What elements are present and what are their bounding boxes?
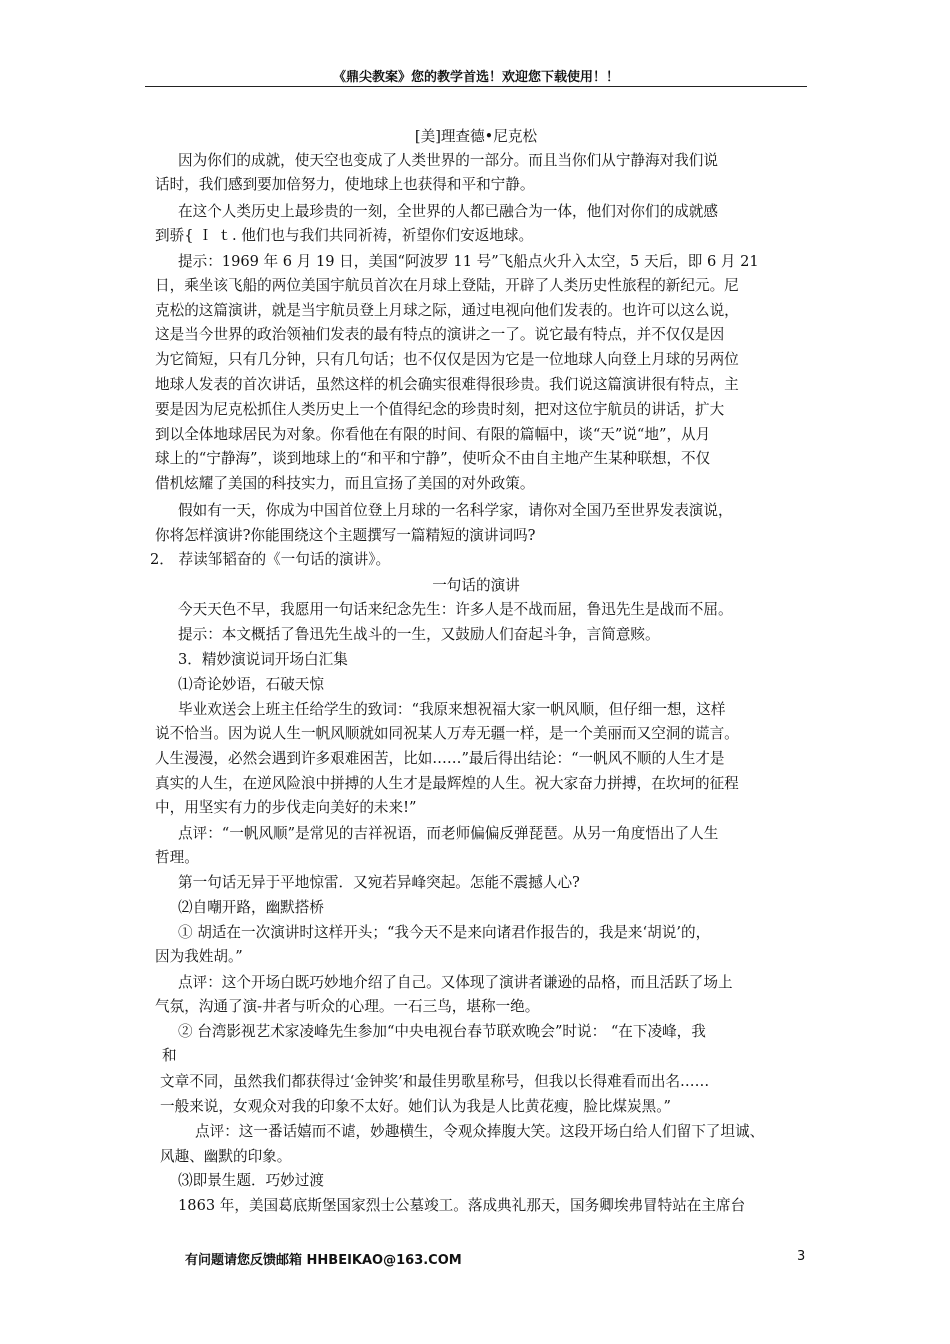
text-line: ② 台湾影视艺术家凌峰先生参加“中央电视台春节联欢晚会”时说： “在下凌峰，我 [178, 1023, 706, 1040]
page-header: 《鼎尖教案》您的教学首选！欢迎您下载使用！！ [332, 70, 619, 85]
text-line: 文章不同，虽然我们都获得过‘金钟奖’和最佳男歌星称号，但我以长得难看而出名…… [160, 1073, 710, 1090]
header-divider [145, 86, 807, 87]
text-line: 要是因为尼克松抓住人类历史上一个值得纪念的珍贵时刻，把对这位宇航员的讲话，扩大 [155, 401, 725, 418]
author-line: [美]理查德•尼克松 [414, 128, 538, 145]
text-line: 点评：这一番话嬉而不谑，妙趣横生，令观众捧腹大笑。这段开场白给人们留下了坦诚、 [195, 1123, 765, 1140]
text-line: 和 [162, 1047, 177, 1064]
text-line: 因为我姓胡。” [155, 948, 243, 965]
footer-contact: 有问题请您反馈邮箱 HHBEIKAO@163.COM [185, 1253, 462, 1268]
text-line: 因为你们的成就，使天空也变成了人类世界的一部分。而且当你们从宁静海对我们说 [178, 152, 718, 169]
text-line: 第一句话无异于平地惊雷．又宛若异峰突起。怎能不震撼人心? [178, 874, 580, 891]
text-line: 地球人发表的首次讲话，虽然这样的机会确实很难得很珍贵。我们说这篇演讲很有特点，主 [155, 376, 739, 393]
text-line: 风趣、幽默的印象。 [160, 1148, 292, 1165]
text-line: 气氛，沟通了演-井者与听众的心理。一石三鸟，堪称一绝。 [155, 998, 540, 1015]
text-line: 说不恰当。因为说人生一帆风顺就如同祝某人万寿无疆一样，是一个美丽而又空洞的谎言。 [155, 725, 739, 742]
text-line: ① 胡适在一次演讲时这样开头；“我今天不是来向诸君作报告的，我是来‘胡说’的， [178, 924, 711, 941]
text-line: 2． 荐读邹韬奋的《一句话的演讲》。 [150, 551, 391, 568]
text-line: 毕业欢送会上班主任给学生的致词：“我原来想祝福大家一帆风顺，但仔细一想，这样 [178, 701, 726, 718]
text-line: 1863 年，美国葛底斯堡国家烈士公墓竣工。落成典礼那天，国务卿埃弗冒特站在主席台 [178, 1197, 746, 1214]
text-line: 3．精妙演说词开场白汇集 [178, 651, 348, 668]
text-line: 提示：本文概括了鲁迅先生战斗的一生，又鼓励人们奋起斗争，言简意赅。 [178, 626, 660, 643]
text-line: 点评：这个开场白既巧妙地介绍了自己。又体现了演讲者谦逊的品格，而且活跃了场上 [178, 974, 733, 991]
section-title: 一句话的演讲 [432, 577, 520, 594]
text-line: 中，用坚实有力的步伐走向美好的未来!” [155, 799, 417, 816]
text-line: ⑴奇论妙语，石破天惊 [178, 676, 324, 693]
text-line: 在这个人类历史上最珍贵的一刻，全世界的人都已融合为一体，他们对你们的成就感 [178, 203, 718, 220]
text-line: 球上的“宁静海”，谈到地球上的“和平和宁静”，使听众不由自主地产生某种联想，不仅 [155, 450, 711, 467]
text-line: 人生漫漫，必然会遇到许多艰难困苦，比如……”最后得出结论：“一帆风不顺的人生才是 [155, 750, 725, 767]
text-line: ⑵自嘲开路，幽默搭桥 [178, 899, 324, 916]
text-line: 哲理。 [155, 849, 199, 866]
text-line: 到以全体地球居民为对象。你看他在有限的时间、有限的篇幅中，谈“天”说“地”，从月 [155, 426, 711, 443]
page-number: 3 [797, 1249, 806, 1264]
text-line: 你将怎样演讲?你能围绕这个主题撰写一篇精短的演讲词吗? [155, 527, 536, 544]
text-line: 话时，我们感到要加倍努力，使地球上也获得和平和宁静。 [155, 176, 535, 193]
text-line: 借机炫耀了美国的科技实力，而且宣扬了美国的对外政策。 [155, 475, 535, 492]
text-line: 一般来说，女观众对我的印象不太好。她们认为我是人比黄花瘦，脸比煤炭黑。” [160, 1098, 671, 1115]
text-line: 日，乘坐该飞船的两位美国宇航员首次在月球上登陆，开辟了人类历史性旅程的新纪元。尼 [155, 277, 739, 294]
text-line: 提示：1969 年 6 月 19 日，美国“阿波罗 11 号”飞船点火升入太空，5 天后，即 6 月 21 [178, 253, 759, 270]
text-line: ⑶即景生题．巧妙过渡 [178, 1172, 324, 1189]
text-line: 这是当今世界的政治领袖们发表的最有特点的演讲之一了。说它最有特点，并不仅仅是因 [155, 326, 725, 343]
text-line: 点评：“一帆风顺”是常见的吉祥祝语，而老师偏偏反弹琵琶。从另一角度悟出了人生 [178, 825, 719, 842]
text-line: 今天天色不早，我愿用一句话来纪念先生：许多人是不战而屈，鲁迅先生是战而不屈。 [178, 601, 733, 618]
text-line: 真实的人生，在逆风险浪中拼搏的人生才是最辉煌的人生。祝大家奋力拼搏，在坎坷的征程 [155, 775, 739, 792]
text-line: 为它简短，只有几分钟，只有几句话；也不仅仅是因为它是一位地球人向登上月球的另两位 [155, 351, 739, 368]
text-line: 克松的这篇演讲，就是当宇航员登上月球之际，通过电视向他们发表的。也许可以这么说， [155, 302, 739, 319]
text-line: 到骄{ Ｉ ｔ. 他们也与我们共同祈祷，祈望你们安返地球。 [155, 227, 534, 244]
text-line: 假如有一天，你成为中国首位登上月球的一名科学家，请你对全国乃至世界发表演说， [178, 502, 733, 519]
